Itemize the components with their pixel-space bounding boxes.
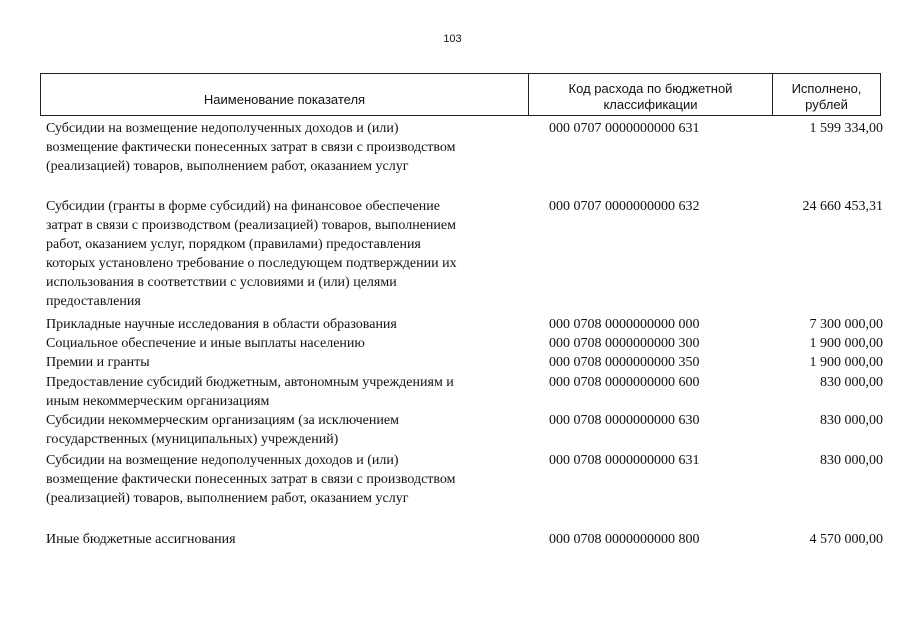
indicator-name-line: работ, оказанием услуг, порядком (правилами) предоставления	[46, 237, 421, 252]
indicator-name	[46, 451, 516, 508]
indicator-name-line: Субсидии (гранты в форме субсидий) на финансовое обеспечение	[46, 199, 440, 214]
executed-amount: 4 570 000,00	[809, 532, 883, 547]
budget-code: 000 0708 0000000000 350	[549, 355, 700, 370]
header-executed-column: Исполнено, рублей	[791, 80, 862, 112]
budget-code: 000 0708 0000000000 300	[549, 336, 700, 351]
indicator-name-line: Субсидии на возмещение недополученных доходов и (или)	[46, 453, 399, 468]
budget-code: 000 0708 0000000000 631	[549, 453, 700, 468]
indicator-name-line: (реализацией) товаров, выполнением работ, оказанием услуг	[46, 491, 409, 506]
indicator-name	[46, 373, 516, 411]
executed-amount: 24 660 453,31	[802, 199, 883, 214]
indicator-name	[46, 334, 516, 353]
budget-code: 000 0708 0000000000 000	[549, 317, 700, 332]
indicator-name-line: затрат в связи с производством (реализацией) товаров, выполнением	[46, 218, 456, 233]
indicator-name-line: предоставления	[46, 294, 141, 309]
indicator-name-line: Премии и гранты	[46, 355, 150, 370]
budget-code: 000 0708 0000000000 800	[549, 532, 700, 547]
indicator-name	[46, 119, 516, 176]
budget-code: 000 0708 0000000000 630	[549, 413, 700, 428]
header-code-line-2: классификации	[603, 96, 698, 112]
indicator-name-line: (реализацией) товаров, выполнением работ, оказанием услуг	[46, 159, 409, 174]
indicator-name-line: возмещение фактически понесенных затрат в связи с производством	[46, 140, 456, 155]
header-code-column	[529, 74, 773, 115]
indicator-name	[46, 315, 516, 334]
budget-code: 000 0707 0000000000 632	[549, 199, 700, 214]
indicator-name-line: Иные бюджетные ассигнования	[46, 532, 236, 547]
executed-amount: 830 000,00	[820, 375, 883, 390]
indicator-name	[46, 197, 516, 311]
indicator-name-line: возмещение фактически понесенных затрат в связи с производством	[46, 472, 456, 487]
budget-code: 000 0708 0000000000 600	[549, 375, 700, 390]
indicator-name-line: Субсидии на возмещение недополученных доходов и (или)	[46, 121, 399, 136]
indicator-name-line: использования в соответствии с условиями и (или) целями	[46, 275, 397, 290]
header-name-column: Наименование показателя	[41, 74, 529, 115]
indicator-name-line: иным некоммерческим организациям	[46, 394, 270, 409]
executed-amount: 1 900 000,00	[809, 355, 883, 370]
indicator-name	[46, 411, 516, 449]
indicator-name-line: Прикладные научные исследования в области образования	[46, 317, 397, 332]
indicator-name	[46, 530, 516, 549]
executed-amount: 1 599 334,00	[809, 121, 883, 136]
executed-amount: 830 000,00	[820, 413, 883, 428]
indicator-name	[46, 353, 516, 372]
indicator-name-line: Социальное обеспечение и иные выплаты населению	[46, 336, 365, 351]
header-code-line-1: Код расхода по бюджетной	[568, 80, 733, 96]
indicator-name-line: которых установлено требование о последующем подтверждении их	[46, 256, 457, 271]
executed-amount: 7 300 000,00	[809, 317, 883, 332]
budget-code: 000 0707 0000000000 631	[549, 121, 700, 136]
executed-amount: 1 900 000,00	[809, 336, 883, 351]
indicator-name-line: Предоставление субсидий бюджетным, автономным учреждениям и	[46, 375, 454, 390]
executed-amount: 830 000,00	[820, 453, 883, 468]
table-header	[40, 73, 881, 116]
indicator-name-line: Субсидии некоммерческим организациям (за исключением	[46, 413, 399, 428]
indicator-name-line: государственных (муниципальных) учреждений)	[46, 432, 339, 447]
page-number: 103	[443, 33, 462, 45]
